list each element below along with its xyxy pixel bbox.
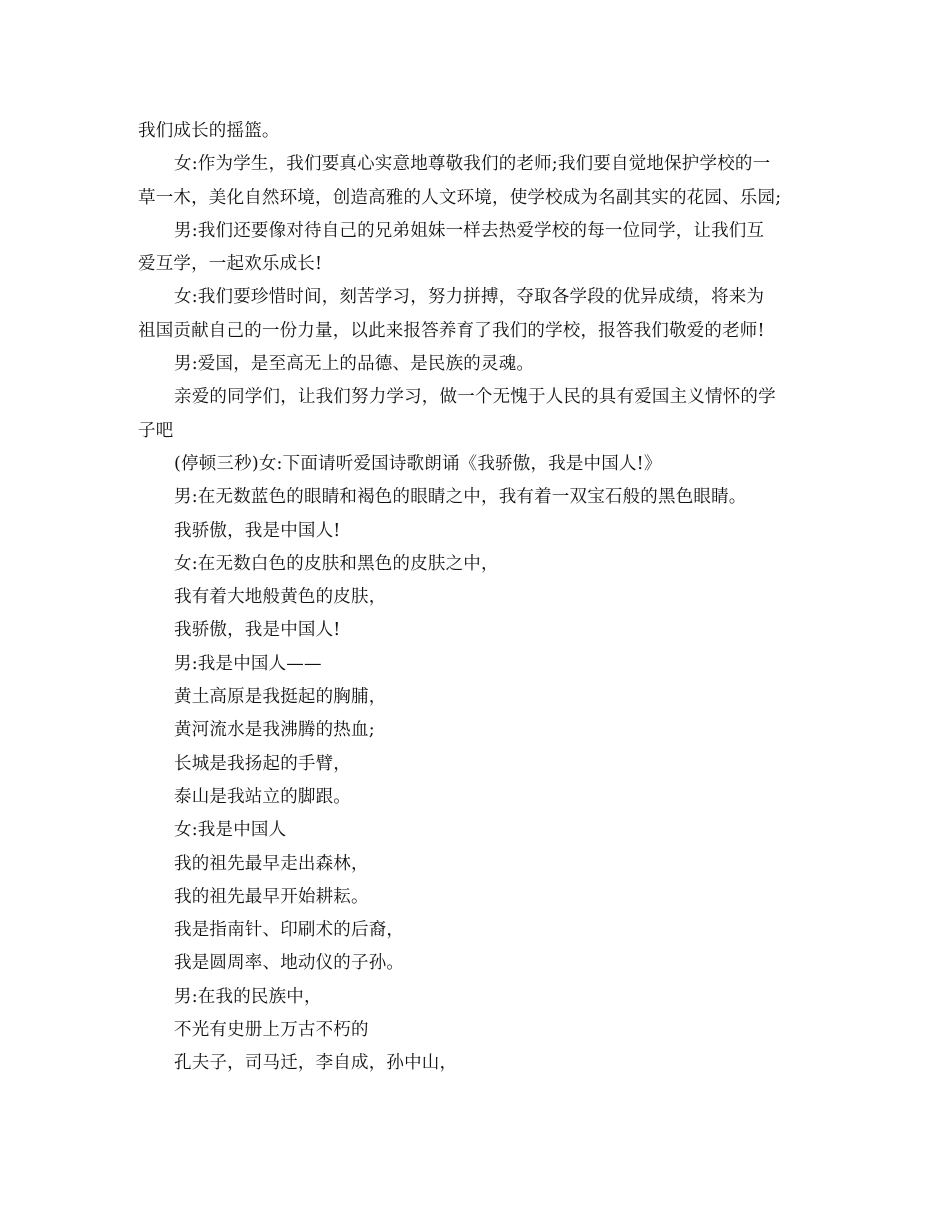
text-line: 亲爱的同学们，让我们努力学习，做一个无愧于人民的具有爱国主义情怀的学 — [174, 387, 776, 408]
text-line: 黄土高原是我挺起的胸脯， — [174, 687, 387, 708]
text-line: 草一木，美化自然环境，创造高雅的人文环境，使学校成为名副其实的花园、乐园; — [138, 187, 782, 208]
text-line: 男:我们还要像对待自己的兄弟姐妹一样去热爱学校的每一位同学，让我们互 — [174, 220, 765, 241]
body-text — [138, 115, 820, 1081]
text-line: 我的祖先最早走出森林， — [174, 853, 369, 874]
text-line: 我有着大地般黄色的皮肤， — [174, 587, 387, 608]
text-line: 孔夫子，司马迁，李自成，孙中山， — [174, 1053, 458, 1074]
text-line: 泰山是我站立的脚跟。 — [174, 786, 351, 807]
text-line: 女:在无数白色的皮肤和黑色的皮肤之中， — [174, 553, 499, 574]
text-line: 我们成长的摇篮。 — [138, 121, 280, 141]
text-line: 女:我们要珍惜时间，刻苦学习，努力拼搏，夺取各学段的优异成绩，将来为 — [174, 287, 765, 308]
text-line: 我是指南针、印刷术的后裔， — [174, 920, 405, 941]
text-line: (停顿三秒)女:下面请听爱国诗歌朗诵《我骄傲，我是中国人!》 — [174, 453, 662, 474]
text-line: 我骄傲，我是中国人! — [174, 520, 341, 541]
text-line: 男:在我的民族中， — [174, 986, 322, 1007]
text-line: 不光有史册上万古不朽的 — [174, 1020, 369, 1041]
text-line: 爱互学，一起欢乐成长! — [138, 254, 323, 275]
text-line: 我是圆周率、地动仪的子孙。 — [174, 953, 405, 974]
text-line: 祖国贡献自己的一份力量，以此来报答养育了我们的学校，报答我们敬爱的老师! — [138, 320, 765, 341]
text-line: 我骄傲，我是中国人! — [174, 620, 341, 641]
text-line: 长城是我扬起的手臂， — [174, 753, 351, 774]
text-line: 男:爱国，是至高无上的品德、是民族的灵魂。 — [174, 354, 535, 375]
text-line: 子吧 — [138, 420, 174, 441]
text-line: 女:我是中国人 — [174, 820, 287, 841]
text-line: 黄河流水是我沸腾的热血; — [174, 720, 375, 741]
text-line: 男:在无数蓝色的眼睛和褐色的眼睛之中，我有着一双宝石般的黑色眼睛。 — [174, 487, 747, 508]
text-line: 女:作为学生，我们要真心实意地尊敬我们的老师;我们要自觉地保护学校的一 — [174, 154, 771, 175]
text-line: 我的祖先最早开始耕耘。 — [174, 886, 369, 907]
text-line: 男:我是中国人—— — [174, 653, 322, 674]
